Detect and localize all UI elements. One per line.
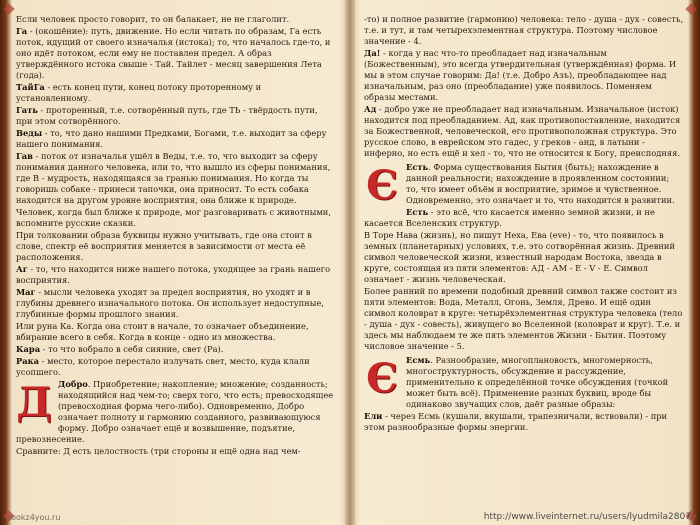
paragraph <box>16 128 336 150</box>
paragraph-term: Аг <box>16 264 28 274</box>
paragraph <box>364 162 684 209</box>
paragraph-term: Есть <box>406 207 429 217</box>
paragraph <box>364 207 684 229</box>
paragraph-term: Есть <box>406 162 429 172</box>
paragraph-text: - то что вобрало в себя сияние, свет (Ра). <box>40 344 224 354</box>
paragraph <box>16 207 336 229</box>
paragraph-text: - добро уже не преобладает над изначальным. Изначальное (исток) находится под преобладанием. Ад, как противопоставление, находится за Божественной, человеческой, его противоположная структура. Это русское слово, в еврейском это гадес, у греков - анд, в латыни - инферно, но есть ещё и хел - то, что не относится к Богу, преисподняя. <box>364 104 681 158</box>
paragraph <box>364 355 684 410</box>
right-page-body <box>364 14 684 159</box>
paragraph <box>364 14 684 47</box>
drop-cap-letter-esm: Є <box>366 355 398 402</box>
paragraph-term: Есмь <box>406 355 431 365</box>
paragraph-term: Ели <box>364 411 383 421</box>
paragraph-text: - это всё, что касается именно земной жизни, и не касается Вселенских структур. <box>364 207 655 228</box>
left-drop-cap-body <box>16 379 336 457</box>
paragraph-text: - есть конец пути, конец потоку проторенному и установленному. <box>16 82 262 103</box>
paragraph <box>364 411 684 433</box>
drop-cap-letter-est: Є <box>366 162 398 209</box>
right-drop-cap-body-2 <box>364 355 684 433</box>
paragraph <box>16 344 336 355</box>
left-page <box>16 14 336 511</box>
paragraph-term: Ад <box>364 104 377 114</box>
paragraph-text: - через Есмь (кушали, вкушали, трапезничали, вствовали) - при этом разнообразные формы энергии. <box>364 411 668 432</box>
paragraph-text: Сравните: Д есть целостность (три стороны и ещё одна над чем- <box>16 446 301 456</box>
paragraph-text: Человек, когда был ближе к природе, мог разговаривать с животными, вспомните русские сказки. <box>16 207 331 228</box>
corner-ornament-top-right <box>685 3 696 14</box>
book-spine <box>345 0 355 525</box>
paragraph <box>16 151 336 206</box>
paragraph <box>16 446 336 457</box>
paragraph-text: . Форма существования Бытия (быть); нахождение в данной реальности; нахождение в проявленном состоянии; то, что имеет объём и восприятие, зримое и чувственное. Одновременно, это означает и то, что находится в развитии. <box>406 162 675 205</box>
paragraph-term: Гать <box>16 105 38 115</box>
paragraph <box>364 230 684 285</box>
paragraph-text: - когда у нас что-то преобладает над изначальным (Божественным), это всегда утвердительная (утверждённая) форма. И мы в этом случае говорим: Да! (т.е. Добро Азъ), преобладающее над изначальным, раз оно (преобладание) уже появилось. Поменяем образы местами. <box>364 48 677 102</box>
paragraph-text: Или руна Ка. Когда она стоит в начале, то означает объединение, вбирание всего в себя. Когда в конце - одно из множества. <box>16 321 309 342</box>
paragraph <box>16 287 336 320</box>
paragraph <box>16 26 336 81</box>
paragraph <box>16 356 336 378</box>
paragraph-term: Га <box>16 26 28 36</box>
paragraph-term: Гав <box>16 151 33 161</box>
paragraph-text: - то, что находится ниже нашего потока, уходящее за грань нашего восприятия. <box>16 264 331 285</box>
paragraph-text: При толковании образа буквицы нужно учитывать, где она стоит в слове, спектр её восприятия меняется в зависимости от места её расположения. <box>16 230 312 262</box>
right-drop-cap-body-1 <box>364 162 684 352</box>
paragraph-term: Добро <box>58 379 88 389</box>
paragraph-text: - поток от изначалья ушёл в Веды, т.е. то, что выходит за сферу понимания данного человека, или то, что вышло из сферы понимания, где В - мудрость, находящаяся за гранью понимания. Но когда ты говоришь собаке - принеси тапочки, она приносит. То есть собака находится на другом уровне восприятия, она ближе к природе. <box>16 151 331 205</box>
paragraph-term: Рака <box>16 356 39 366</box>
paragraph <box>16 230 336 263</box>
paragraph-term: Маг <box>16 287 36 297</box>
paragraph <box>364 104 684 159</box>
paragraph-text: Если человек просто говорит, то он балакает, не не глаголит. <box>16 14 290 24</box>
paragraph <box>16 82 336 104</box>
paragraph-term: ТайГа <box>16 82 45 92</box>
paragraph-text: Более ранний по времени подобный древний символ также состоит из пяти элементов: Вода, Металл, Огонь, Земля, Древо. И ещё один символ коловрат в круге: четырёхэлементная структура человека (тело - душа - дух - совесть), живущего во Вселенной (коловрат и круг). Т.е. и здесь мы наблюдаем те же пять элементов Жизни - Бытия. Поэтому числовое значение - 5. <box>364 286 683 351</box>
paragraph <box>16 264 336 286</box>
paragraph-text: - протоpенный, т.е. сотворённый путь, где ТЬ - твёрдость пути, при этом сотворённого. <box>16 105 318 126</box>
paragraph <box>16 14 336 25</box>
drop-cap-letter: Д <box>16 379 52 426</box>
corner-ornament-top-left <box>3 3 14 14</box>
right-page <box>364 14 684 511</box>
paragraph-text: . Приобретение; накопление; множение; созданность; находящийся над чем-то; сверх того, что есть; превосходящее (превосходная форма чего-либо). Одновременно, Добро означает полноту и гармонию созданного, развивающуюся форму. Добро означает ещё и возвышение, подъятие, превознесение. <box>16 379 334 444</box>
paragraph <box>16 105 336 127</box>
paragraph-text: - место, которое перестало излучать свет, место, куда клали усопшего. <box>16 356 310 377</box>
left-page-body <box>16 14 336 378</box>
right-page-footer: http://www.liveinternet.ru/users/lyudmila2807/ <box>483 512 694 522</box>
paragraph <box>16 379 336 445</box>
paragraph-text: - то, что дано нашими Предками, Богами, т.е. выходит за сферу нашего понимания. <box>16 128 327 149</box>
paragraph <box>364 286 684 352</box>
paragraph-text: -то) и полное развитие (гармонию) человека: тело - душа - дух - совесть, т.е. и тут, и там четырехэлементная структура. Поэтому числовое значение - 4. <box>364 14 684 46</box>
paragraph-text: - мысли человека уходят за предел восприятия, но уходят и в глубины древнего изначального потока. Он использует недоступные, глубинные формы прошлого знания. <box>16 287 324 319</box>
paragraph-term: Кара <box>16 344 41 354</box>
paragraph <box>364 48 684 103</box>
paragraph-term: Веды <box>16 128 43 138</box>
paragraph-text: - (окошёние): путь, движение. Но если читать по образам, Га есть поток, идущий от своего изначалья (истока); то, что началось где-то, и оно идёт потоком, если ему не поставлен предел. А образ утверждённого истока свыше - Тай. Тайлет - месяц завершения Лета (года). <box>16 26 331 80</box>
paragraph <box>16 321 336 343</box>
paragraph-text: В Торе Нава (жизнь), но пишут Неха, Ева (eve) - то, что появилось в земных (планетарных) условиях, т.е. это сотворённая жизнь. Древний символ человеческой жизни, известный народам Востока, звезда в круге, состоящая из пяти элементов: АД - АМ - Е - V - Е. Символ означает - жизнь человеческая. <box>364 230 675 284</box>
left-page-footer: bookz4you.ru <box>6 513 61 522</box>
paragraph-text: . Разнообразие, многоплановость, многомерность, многоструктурность, обсуждение и рассуждение, применительно к определённой точке обсуждения (точкой может быть всё). Применение разных буквиц, вроде бы одинаково звучащих слов, даёт разные образы: <box>406 355 669 409</box>
paragraph-term: Да! <box>364 48 381 58</box>
